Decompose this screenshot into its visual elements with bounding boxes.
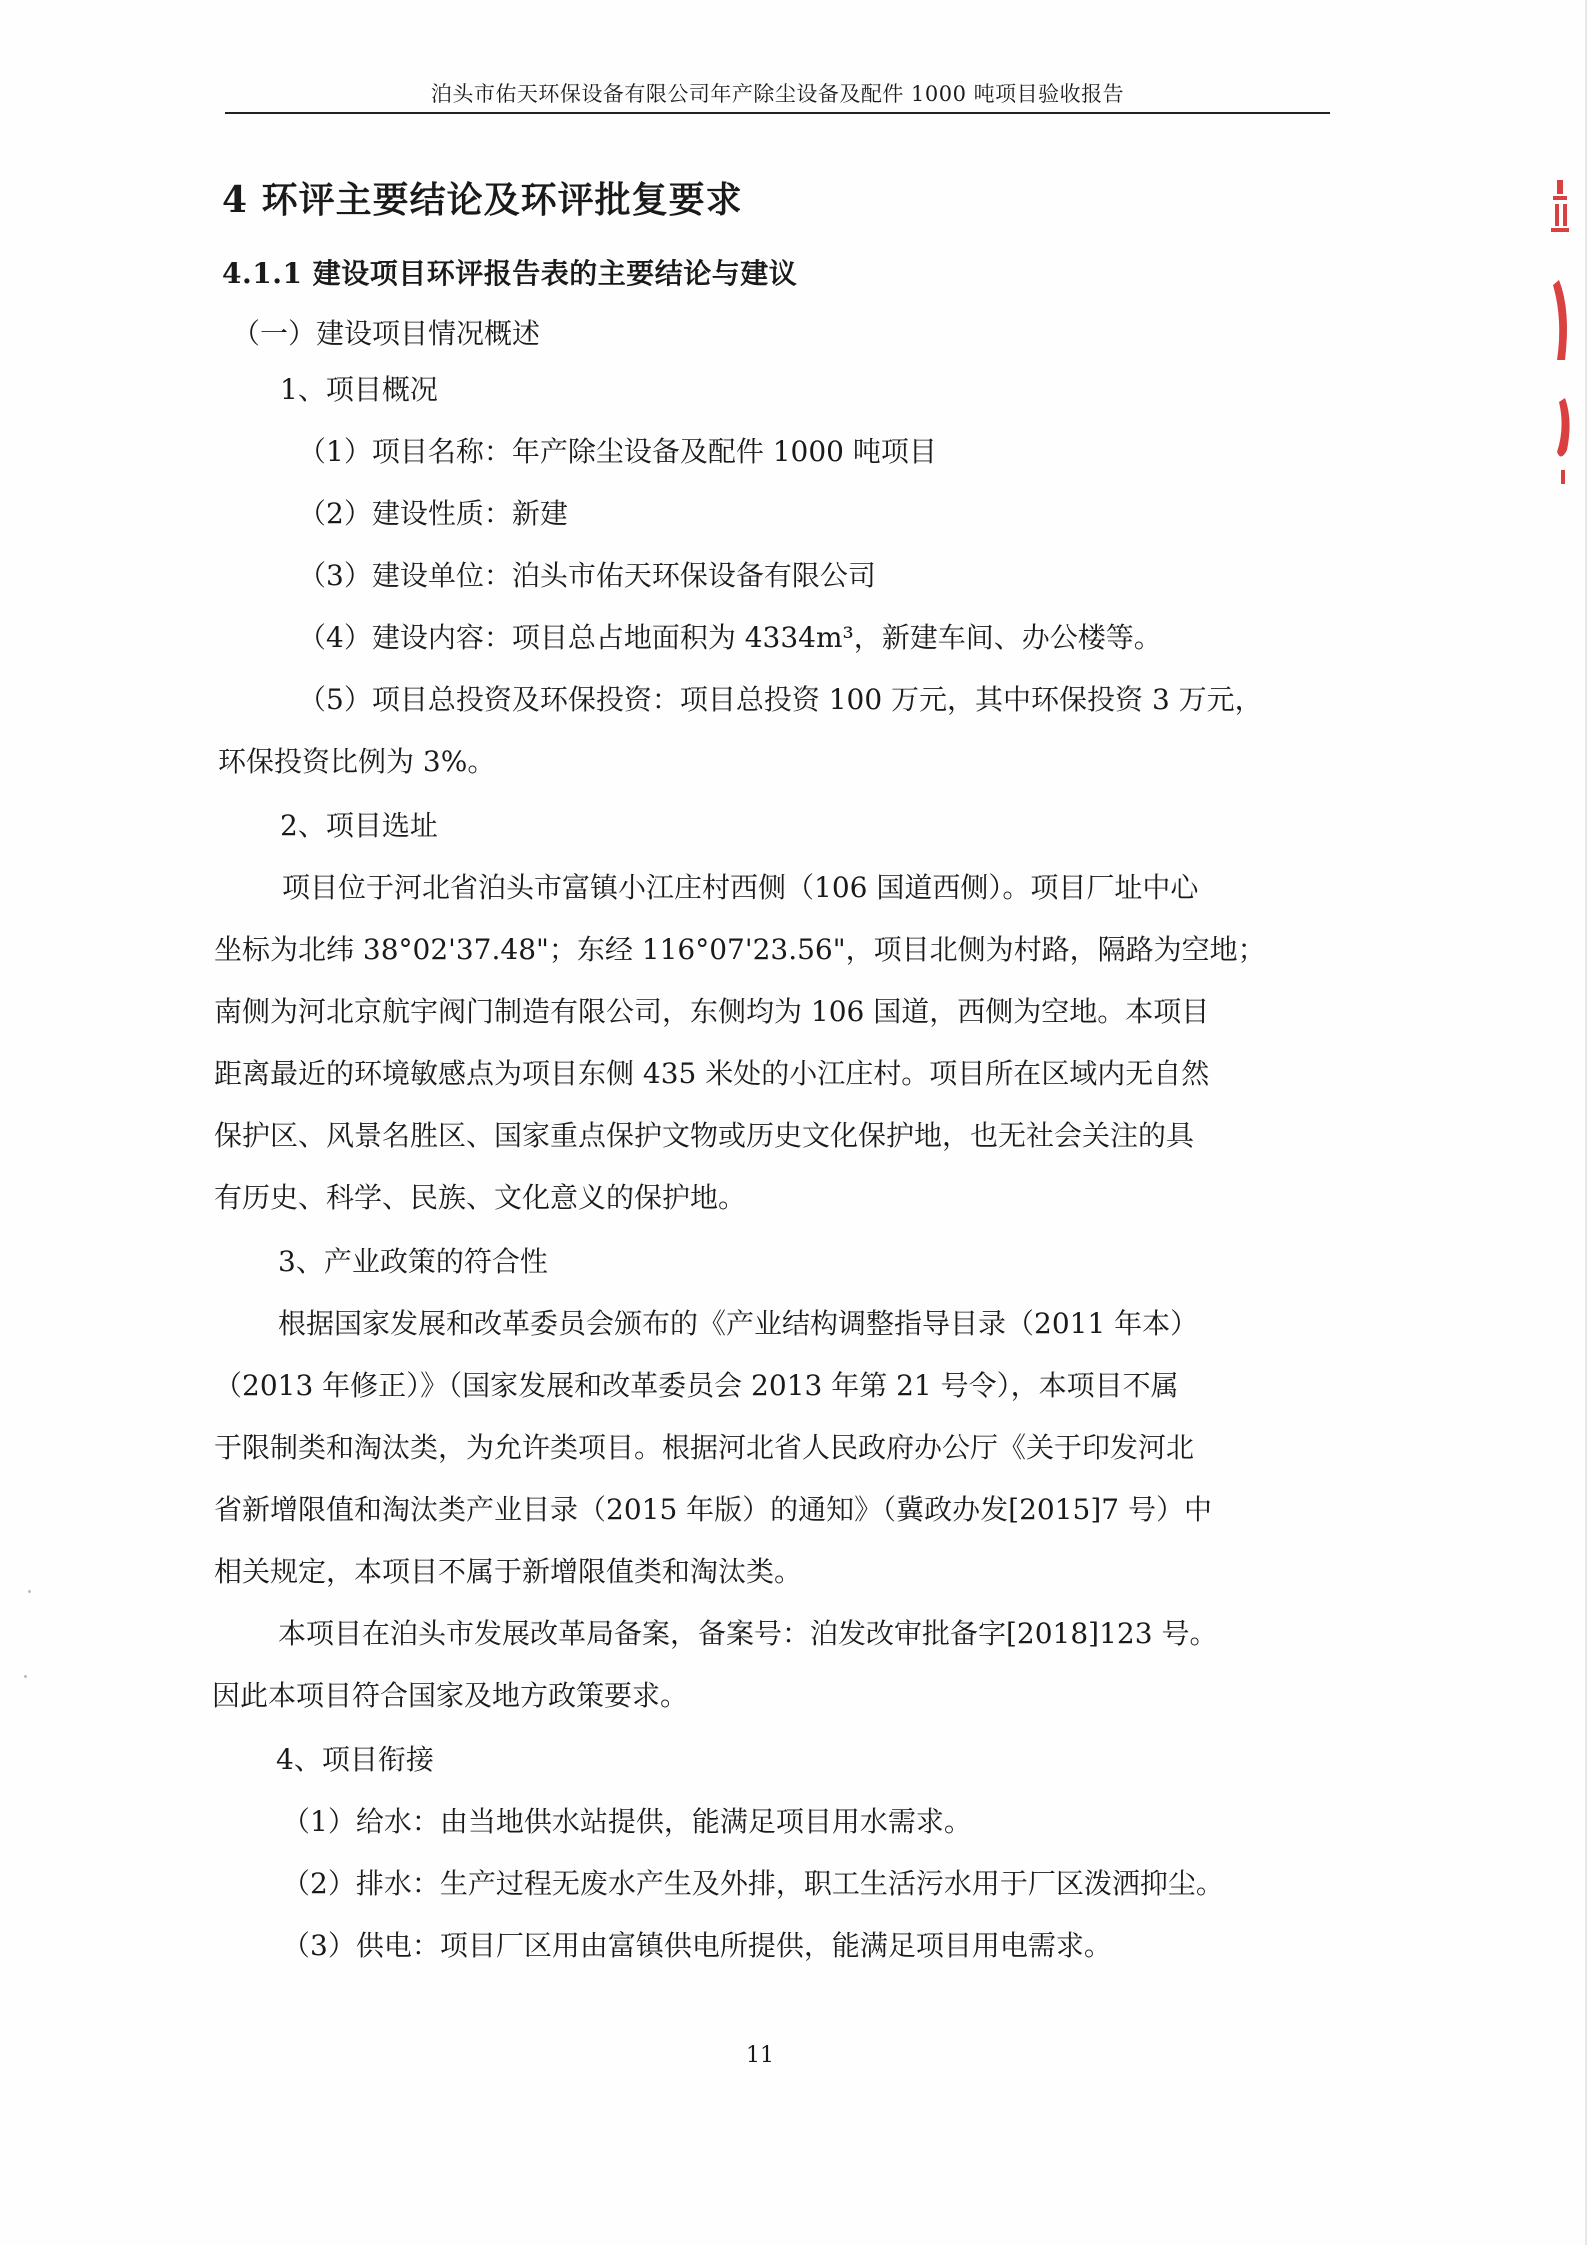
item-heading: 3、产业政策的符合性 [278,1245,548,1278]
paragraph-line: 于限制类和淘汰类，为允许类项目。根据河北省人民政府办公厅《关于印发河北 [214,1431,1195,1464]
paragraph-line: 本项目在泊头市发展改革局备案，备案号：泊发改审批备字[2018]123 号。 [278,1617,1218,1650]
paragraph-line: （2013 年修正）》（国家发展和改革委员会 2013 年第 21 号令），本项目不属 [214,1369,1179,1402]
item-heading: 2、项目选址 [280,809,438,842]
paragraph-line: 因此本项目符合国家及地方政策要求。 [212,1679,689,1712]
item-heading: 1、项目概况 [280,373,438,406]
paragraph-line: 环保投资比例为 3%。 [218,745,496,778]
chapter-title: 4 环评主要结论及环评批复要求 [222,179,743,221]
paragraph-line: 省新增限值和淘汰类产业目录（2015 年版）的通知》（冀政办发[2015]7 号）中 [214,1493,1212,1526]
paragraph-line: 项目位于河北省泊头市富镇小江庄村西侧（106 国道西侧）。项目厂址中心 [282,871,1199,904]
scan-speck [28,1590,31,1593]
paragraph-line: （1）给水：由当地供水站提供，能满足项目用水需求。 [282,1805,972,1838]
seal-stamp-fragment [1543,170,1579,490]
paragraph-line: 相关规定，本项目不属于新增限值类和淘汰类。 [214,1555,803,1588]
page-number: 11 [746,2043,774,2068]
scan-speck [24,1675,27,1678]
paragraph-line: （5）项目总投资及环保投资：项目总投资 100 万元，其中环保投资 3 万元， [298,683,1263,716]
paragraph-line: 根据国家发展和改革委员会颁布的《产业结构调整指导目录（2011 年本） [278,1307,1199,1340]
paragraph-line: （2）排水：生产过程无废水产生及外排，职工生活污水用于厂区泼洒抑尘。 [282,1867,1224,1900]
paragraph-line: 保护区、风景名胜区、国家重点保护文物或历史文化保护地，也无社会关注的具 [214,1119,1195,1152]
item-heading: 4、项目衔接 [276,1743,434,1776]
paragraph-line: （2）建设性质：新建 [298,497,568,530]
paragraph-line: 南侧为河北京航宇阀门制造有限公司，东侧均为 106 国道，西侧为空地。本项目 [214,995,1210,1028]
paragraph-line: 有历史、科学、民族、文化意义的保护地。 [214,1181,747,1214]
section-title: 4.1.1 建设项目环评报告表的主要结论与建议 [222,257,798,290]
paragraph-line: （3）供电：项目厂区用由富镇供电所提供，能满足项目用电需求。 [282,1929,1112,1962]
paragraph-line: 距离最近的环境敏感点为项目东侧 435 米处的小江庄村。项目所在区域内无自然 [214,1057,1210,1090]
paragraph-line: （1）项目名称：年产除尘设备及配件 1000 吨项目 [298,435,937,468]
header-rule [225,112,1330,114]
part-heading: （一）建设项目情况概述 [232,317,541,350]
paragraph-line: （3）建设单位：泊头市佑天环保设备有限公司 [298,559,876,592]
running-header: 泊头市佑天环保设备有限公司年产除尘设备及配件 1000 吨项目验收报告 [430,82,1125,106]
paragraph-line: 坐标为北纬 38°02'37.48"；东经 116°07'23.56"，项目北侧为村路，隔路为空地； [214,933,1266,966]
paragraph-line: （4）建设内容：项目总占地面积为 4334m³，新建车间、办公楼等。 [298,621,1162,654]
